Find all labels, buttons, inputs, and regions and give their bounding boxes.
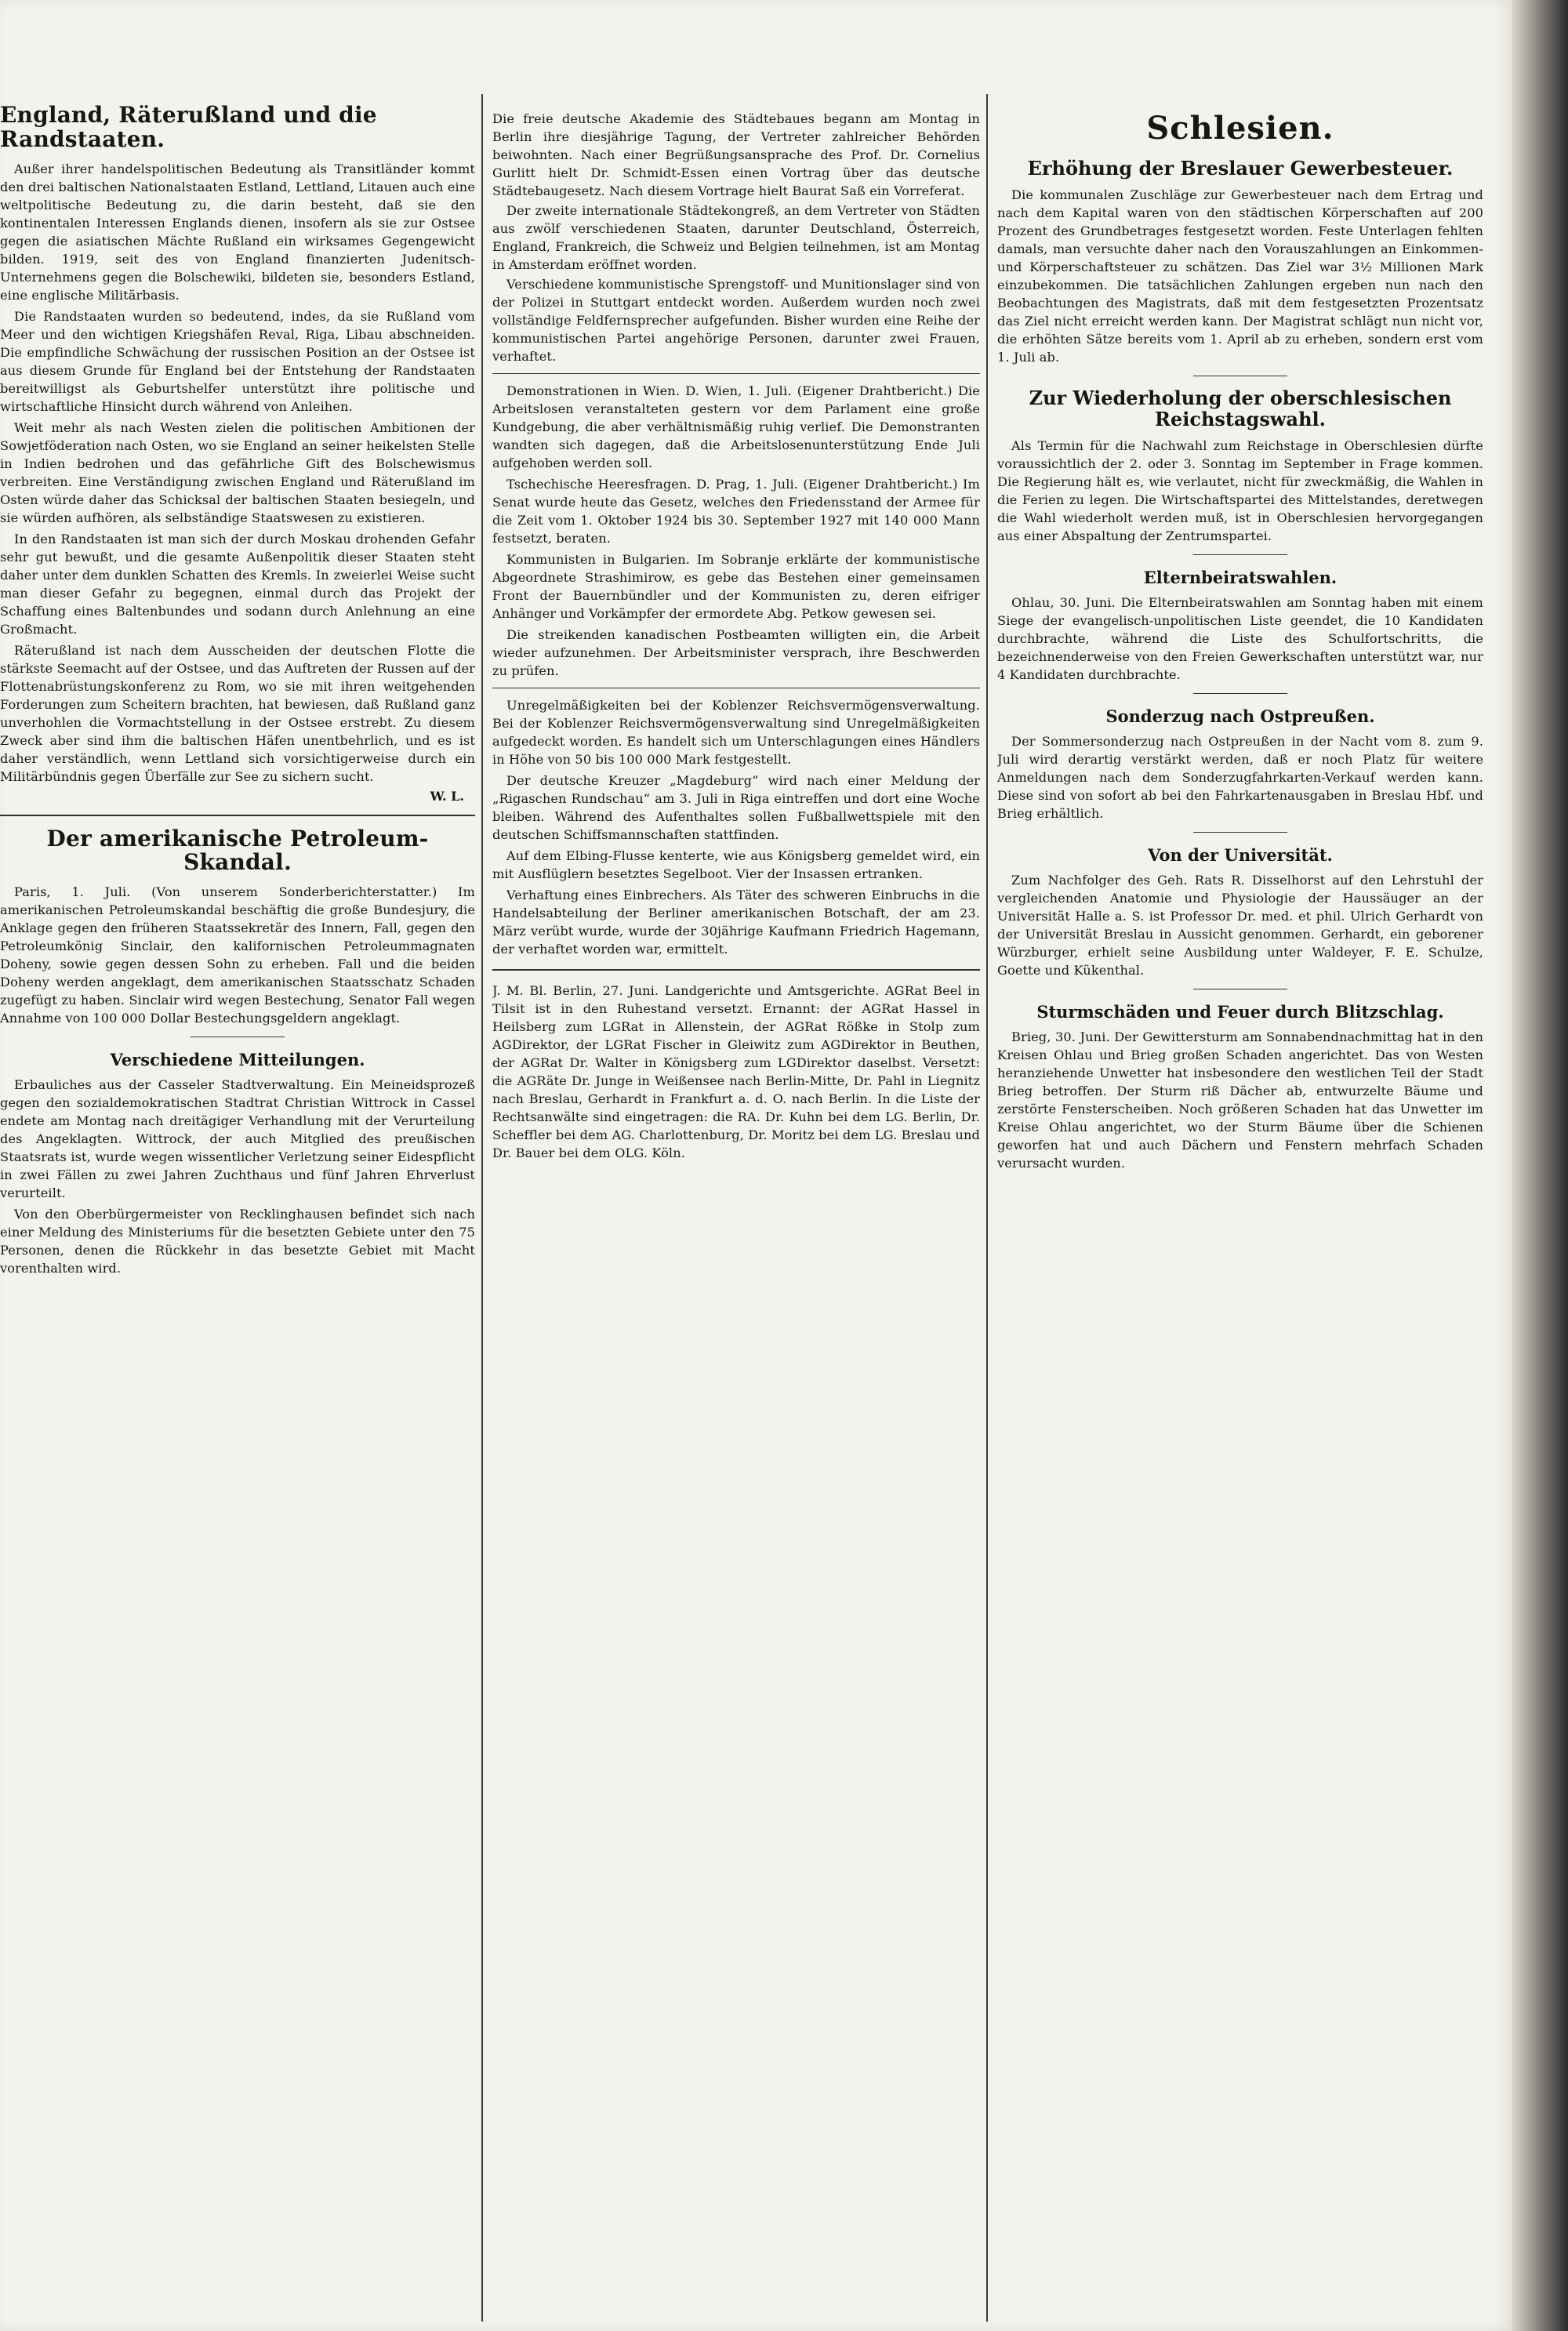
column-right (997, 103, 1483, 1175)
column-divider-right (986, 94, 988, 2322)
column-divider-left (481, 94, 483, 2322)
article-paragraph: Räterußland ist nach dem Ausscheiden der deutschen Flotte die stärkste Seemacht auf der Ostsee, und das Auftreten der Russen auf der Flottenabrüstungskonferenz zu Rom, wo sie mit ihren weitgehenden Forderungen zum Scheitern brachten, hat bewiesen, daß Rußland ganz unverhohlen die Vormachtstellung in der Ostsee erstrebt. Zu diesem Zweck aber sind ihm die baltischen Häfen unentbehrlich, und es ist daher verständlich, wenn Lettland sich vorsichtigerweise durch ein Militärbündnis gegen Überfälle zur See zu sichern sucht. (0, 642, 475, 784)
article-paragraph: Als Termin für die Nachwahl zum Reichstage in Oberschlesien dürfte voraussichtlich der 2. oder 3. Sonntag im September in Frage kommen. Die Regierung hält es, wie verlautet, nicht für zweckmäßig, die Wahlen in die Ferien zu legen. Die Wirtschaftspartei des Mittelstandes, deretwegen die Wahl wiederholt werden muß, ist in Oberschlesien hervorgegangen aus einer Abspaltung der Zentrumspartei. (997, 438, 1483, 543)
headline-universitaet: Von der Universität. (1148, 844, 1333, 865)
article-paragraph: Brieg, 30. Juni. Der Gewittersturm am Sonnabendnachmittag hat in den Kreisen Ohlau und Brieg großen Schaden angerichtet. Das von Westen heranziehende Unwetter hat insbesondere den westlichen Teil der Stadt Brieg betroffen. Der Sturm riß Dächer ab, entwurzelte Bäume und zerstörte Fensterscheiben. Noch größeren Schaden hat das Unwetter im Kreise Ohlau angerichtet, wo der Sturm Bäume über die Schienen geworfen hat und auch Dächern und Fenstern mehrfach Schaden verursacht wurden. (997, 1029, 1483, 1171)
news-paragraph: Verhaftung eines Einbrechers. Als Täter des schweren Einbruchs in die Handelsabteilung der Berliner amerikanischen Botschaft, der am 23. März verübt wurde, wurde der 30jährige Kaufmann Friedrich Hagemann, der verhaftet worden war, ermittelt. (492, 888, 980, 957)
article-paragraph: Von den Oberbürgermeister von Recklinghausen befindet sich nach einer Meldung des Ministeriums für die besetzten Gebiete unter den 75 Personen, denen die Rückkehr in das besetzte Gebiet mit Macht vorenthalten wird. (0, 1207, 475, 1276)
news-paragraph: Tschechische Heeresfragen. D. Prag, 1. Juli. (Eigener Drahtbericht.) Im Senat wurde heute das Gesetz, welches den Friedensstand der Armee für die Zeit vom 1. Oktober 1924 bis 30. September 1927 mit 140 000 Mann festsetzt, beraten. (492, 477, 980, 546)
section-divider (0, 815, 475, 816)
article-paragraph: Weit mehr als nach Westen zielen die politischen Ambitionen der Sowjetföderation nach Osten, wo sie England an seiner heikelsten Stelle in Indien bedrohen und das gefährliche Gift des Bolschewismus verbreiten. Eine Verständigung zwischen England und Räterußland im Osten würde daher das Schicksal der baltischen Staaten besiegeln, und sie würden aufhören, als selbständige Staatswesen zu existieren. (0, 419, 475, 525)
article-paragraph: Die kommunalen Zuschläge zur Gewerbesteuer nach dem Ertrag und nach dem Kapital waren von den städtischen Körperschaften auf 200 Prozent des Grundbetrages festgesetzt worden. Feste Unterlagen fehlten damals, man versuchte daher nach den Vorauszahlungen an Einkommen- und Körperschaftsteuer zu schätzen. Das Ziel war 3½ Millionen Mark einzubekommen. Die tatsächlichen Zahlungen ergeben nun nach den Beobachtungen des Magistrats, daß mit dem festgesetzten Prozentsatz das Ziel nicht erreicht werden kann. Der Magistrat schlägt nun nicht vor, die erhöhten Sätze bereits vom 1. April ab zu erheben, sondern erst vom 1. Juli ab. (997, 187, 1483, 365)
news-paragraph: Auf dem Elbing-Flusse kenterte, wie aus Königsberg gemeldet wird, ein mit Ausflüglern besetztes Segelboot. Vier der Insassen ertranken. (492, 848, 980, 881)
headline-elternbeirat: Elternbeiratswahlen. (1143, 567, 1338, 587)
news-paragraph: Demonstrationen in Wien. D. Wien, 1. Juli. (Eigener Drahtbericht.) Die Arbeitslosen veranstalteten gestern vor dem Parlament eine große Kundgebung, die aber verhältnismäßig ruhig verlief. Die Demonstranten wandten sich dagegen, daß die Arbeitslosenunterstützung Ende Juli aufgehoben werden soll. (492, 383, 980, 470)
article-paragraph: Ohlau, 30. Juni. Die Elternbeiratswahlen am Sonntag haben mit einem Siege der evangelisch-unpolitischen Liste geendet, die 10 Kandidaten durchbrachte, während die Liste des Schulfortschritts, die bezeichnenderweise von den Freien Gewerkschaften unterstützt war, nur 4 Kandidaten durchbrachte. (997, 594, 1483, 682)
article-paragraph: Die Randstaaten wurden so bedeutend, indes, da sie Rußland vom Meer und den wichtigen Kriegshäfen Reval, Riga, Libau abschneiden. Die empfindliche Schwächung der russischen Position an der Ostsee ist aus diesem Grunde für England bei der Entstehung der Randstaaten bereitwilligst als Geburtshelfer unterstützt ihre politische und wirtschaftliche Hinsicht durch während von Anleihen. (0, 308, 475, 414)
news-paragraph: Der deutsche Kreuzer „Magdeburg“ wird nach einer Meldung der „Rigaschen Rundschau“ am 3. Juli in Riga eintreffen und dort eine Woche bleiben. Während des Aufenthaltes sollen Fußballwettspiele mit den deutschen Schiffsmannschaften stattfinden. (492, 773, 980, 842)
article-paragraph: Paris, 1. Juli. (Von unserem Sonderberichterstatter.) Im amerikanischen Petroleumskandal beschäftig die große Bundesjury, die Anklage gegen den früheren Staatssekretär des Innern, Fall, gegen den Petroleumkönig Sinclair, den kalifornischen Petroleummagnaten Doheny, sowie gegen dessen Sohn zu erheben. Fall und die beiden Doheny werden angeklagt, dem amerikanischen Staatsschatz Schaden zugefügt zu haben. Sinclair wird wegen Bestechung, Senator Fall wegen Annahme von 100 000 Dollar Bestechungsgeldern angeklagt. (0, 884, 475, 1026)
author-signature: W. L. (430, 788, 464, 804)
short-news-block (492, 110, 980, 365)
article-title-petroleum: Der amerikanische Petroleum-Skandal. (46, 825, 429, 876)
news-paragraph: Die streikenden kanadischen Postbeamten willigten ein, die Arbeit wieder aufzunehmen. Der Arbeitsminister versprach, ihre Beschwerden zu prüfen. (492, 627, 980, 678)
page-edge-shadow (1512, 0, 1568, 2331)
legal-notice-paragraph: J. M. Bl. Berlin, 27. Juni. Landgerichte und Amtsgerichte. AGRat Beel in Tilsit ist in den Ruhestand versetzt. Ernannt: der AGRat Hassel in Heilsberg zum LGRat in Allenstein, der AGRat Rößke in Stolp zum AGDirektor, der LGRat Fischer in Gleiwitz zum AGDirektor in Beuthen, der AGRat Dr. Walter in Königsberg zum LGDirektor daselbst. Versetzt: die AGRäte Dr. Junge in Weißensee nach Berlin-Mitte, Dr. Pahl in Liegnitz nach Breslau, Gerhardt in Frankfurt a. d. O. nach Berlin. In die Liste der Rechtsanwälte sind eingetragen: die RA. Dr. Kuhn bei dem LG. Berlin, Dr. Scheffler bei dem AG. Charlottenburg, Dr. Moritz bei dem LG. Breslau und Dr. Bauer bei dem OLG. Köln. (492, 983, 980, 1160)
article-paragraph: Der Sommersonderzug nach Ostpreußen in der Nacht vom 8. zum 9. Juli wird derartig verstärkt werden, daß er noch Platz für weitere Anmeldungen nach dem Sonderzugfahrkarten-Verkauf werden kann. Diese sind von sofort ab bei den Fahrkartenausgaben in Breslau Hbf. und Brieg erhältlich. (997, 733, 1483, 821)
headline-reichstagswahl: Zur Wiederholung der oberschlesischen Reichstagswahl. (1029, 386, 1452, 431)
news-paragraph: Kommunisten in Bulgarien. Im Sobranje erklärte der kommunistische Abgeordnete Strashimirow, es gebe das Bestehen einer gemeinsamen Front der Bauernbündler und der Kommunisten zu, deren eifriger Anhänger und Vorkämpfer der ermordete Abg. Petkow gewesen sei. (492, 552, 980, 621)
section-divider (1193, 832, 1287, 833)
article-paragraph: Zum Nachfolger des Geh. Rats R. Disselhorst auf den Lehrstuhl der vergleichenden Anatomie und Physiologie der Haussäuger an der Universität Halle a. S. ist Professor Dr. med. et phil. Ulrich Gerhardt von der Universität Breslau in Aussicht genommen. Gerhardt, ein geborener Würzburger, erhielt seine Ausbildung unter Waldeyer, F. E. Schulze, Goette und Kükenthal. (997, 872, 1483, 978)
column-center (492, 103, 980, 1165)
article-title-england: England, Räterußland und die Randstaaten. (0, 103, 377, 152)
article-paragraph: Außer ihrer handelspolitischen Bedeutung als Transitländer kommt den drei baltischen Nationalstaaten Estland, Lettland, Litauen auch eine weltpolitische Bedeutung zu, die darin besteht, daß sie den kontinentalen Interessen Englands dienen, insofern als sie zur Ostsee gegen die asiatischen Mächte Rußland ein wirksames Gegengewicht bilden. 1919, seit des von England finanzierten Judenitsch-Unternehmens gegen die Bolschewiki, bildeten sie, besonders Estland, eine englische Militärbasis. (0, 161, 475, 303)
section-divider (492, 969, 980, 971)
article-paragraph: Erbauliches aus der Casseler Stadtverwaltung. Ein Meineidsprozeß gegen den sozialdemokratischen Stadtrat Christian Wittrock in Cassel endete am Montag nach dreitägiger Verhandlung mit der Verurteilung des Angeklagten. Wittrock, der auch Mitglied des preußischen Staatsrats ist, wurde wegen wissentlicher Verletzung seiner Eidespflicht in zwei Fällen zu zwei Jahren Zuchthaus und fünf Jahren Ehrverlust verurteilt. (0, 1077, 475, 1201)
column-left (0, 103, 475, 1280)
headline-gewerbesteuer: Erhöhung der Breslauer Gewerbesteuer. (1027, 157, 1454, 180)
section-divider (492, 373, 980, 374)
headline-sturmschaeden: Sturmschäden und Feuer durch Blitzschlag. (1036, 1001, 1444, 1022)
section-divider (1193, 693, 1287, 694)
news-paragraph: Unregelmäßigkeiten bei der Koblenzer Reichsvermögensverwaltung. Bei der Koblenzer Reichsvermögensverwaltung sind Unregelmäßigkeiten aufgedeckt worden. Es handelt sich um Unterschlagungen eines Händlers in Höhe von 50 bis 100 000 Mark festgestellt. (492, 698, 980, 767)
article-paragraph: In den Randstaaten ist man sich der durch Moskau drohenden Gefahr sehr gut bewußt, und die gesamte Außenpolitik dieser Staaten steht daher unter dem dunklen Schatten des Kremls. In zweierlei Weise sucht man dieser Gefahr zu begegnen, einmal durch das Projekt der Schaffung eines Baltenbundes und sodann durch Anlehnung an eine Großmacht. (0, 531, 475, 637)
news-paragraph: Verschiedene kommunistische Sprengstoff- und Munitionslager sind von der Polizei in Stuttgart entdeckt worden. Außerdem wurden noch zwei vollständige Feldfernsprecher aufgefunden. Bisher wurden eine Reihe der kommunistischen Partei angehörige Personen, darunter zwei Frauen, verhaftet. (492, 277, 980, 364)
section-divider (1193, 554, 1287, 555)
headline-sonderzug: Sonderzug nach Ostpreußen. (1105, 706, 1375, 726)
article-title-misc: Verschiedene Mitteilungen. (110, 1050, 365, 1070)
section-title-schlesien: Schlesien. (1146, 110, 1334, 147)
news-paragraph: Die freie deutsche Akademie des Städtebaues begann am Montag in Berlin ihre diesjährige Tagung, der Vertreter zahlreicher Behörden beiwohnten. Nach einer Begrüßungsansprache des Prof. Dr. Cornelius Gurlitt hielt Dr. Schmidt-Essen einen Vortrag über das deutsche Städtebaugesetz. Nach diesem Vortrage hielt Baurat Saß ein Vorreferat. (492, 111, 980, 198)
news-paragraph: Der zweite internationale Städtekongreß, an dem Vertreter von Städten aus zwölf verschiedenen Staaten, darunter Deutschland, Österreich, England, Frankreich, die Schweiz und Belgien teilnehmen, ist am Montag in Amsterdam eröffnet worden. (492, 203, 980, 272)
